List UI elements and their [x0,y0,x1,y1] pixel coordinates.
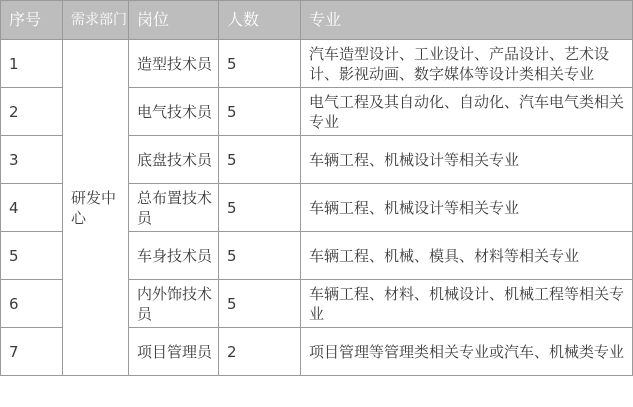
row-major: 车辆工程、机械设计等相关专业 [301,136,633,184]
row-count: 5 [219,136,301,184]
row-major: 车辆工程、机械设计等相关专业 [301,184,633,232]
row-major: 电气工程及其自动化、自动化、汽车电气类相关专业 [301,88,633,136]
row-major: 车辆工程、材料、机械设计、机械工程等相关专业 [301,280,633,328]
row-position: 造型技术员 [129,40,219,88]
department-cell: 研发中心 [63,40,129,376]
header-index: 序号 [1,1,63,40]
row-index: 7 [1,328,63,376]
row-position: 内外饰技术员 [129,280,219,328]
row-major: 汽车造型设计、工业设计、产品设计、艺术设计、影视动画、数字媒体等设计类相关专业 [301,40,633,88]
row-count: 5 [219,184,301,232]
row-index: 1 [1,40,63,88]
header-department: 需求部门 [63,1,129,40]
row-position: 车身技术员 [129,232,219,280]
table-row [1,40,633,88]
row-count: 2 [219,328,301,376]
row-index: 5 [1,232,63,280]
row-count: 5 [219,88,301,136]
row-index: 4 [1,184,63,232]
row-major: 项目管理等管理类相关专业或汽车、机械类专业 [301,328,633,376]
row-count: 5 [219,280,301,328]
header-count: 人数 [219,1,301,40]
row-count: 5 [219,40,301,88]
row-position: 总布置技术员 [129,184,219,232]
table-header-row [1,1,633,40]
row-index: 3 [1,136,63,184]
row-index: 6 [1,280,63,328]
header-major: 专业 [301,1,633,40]
header-position: 岗位 [129,1,219,40]
row-position: 电气技术员 [129,88,219,136]
row-index: 2 [1,88,63,136]
row-count: 5 [219,232,301,280]
row-position: 项目管理员 [129,328,219,376]
row-position: 底盘技术员 [129,136,219,184]
row-major: 车辆工程、机械、模具、材料等相关专业 [301,232,633,280]
